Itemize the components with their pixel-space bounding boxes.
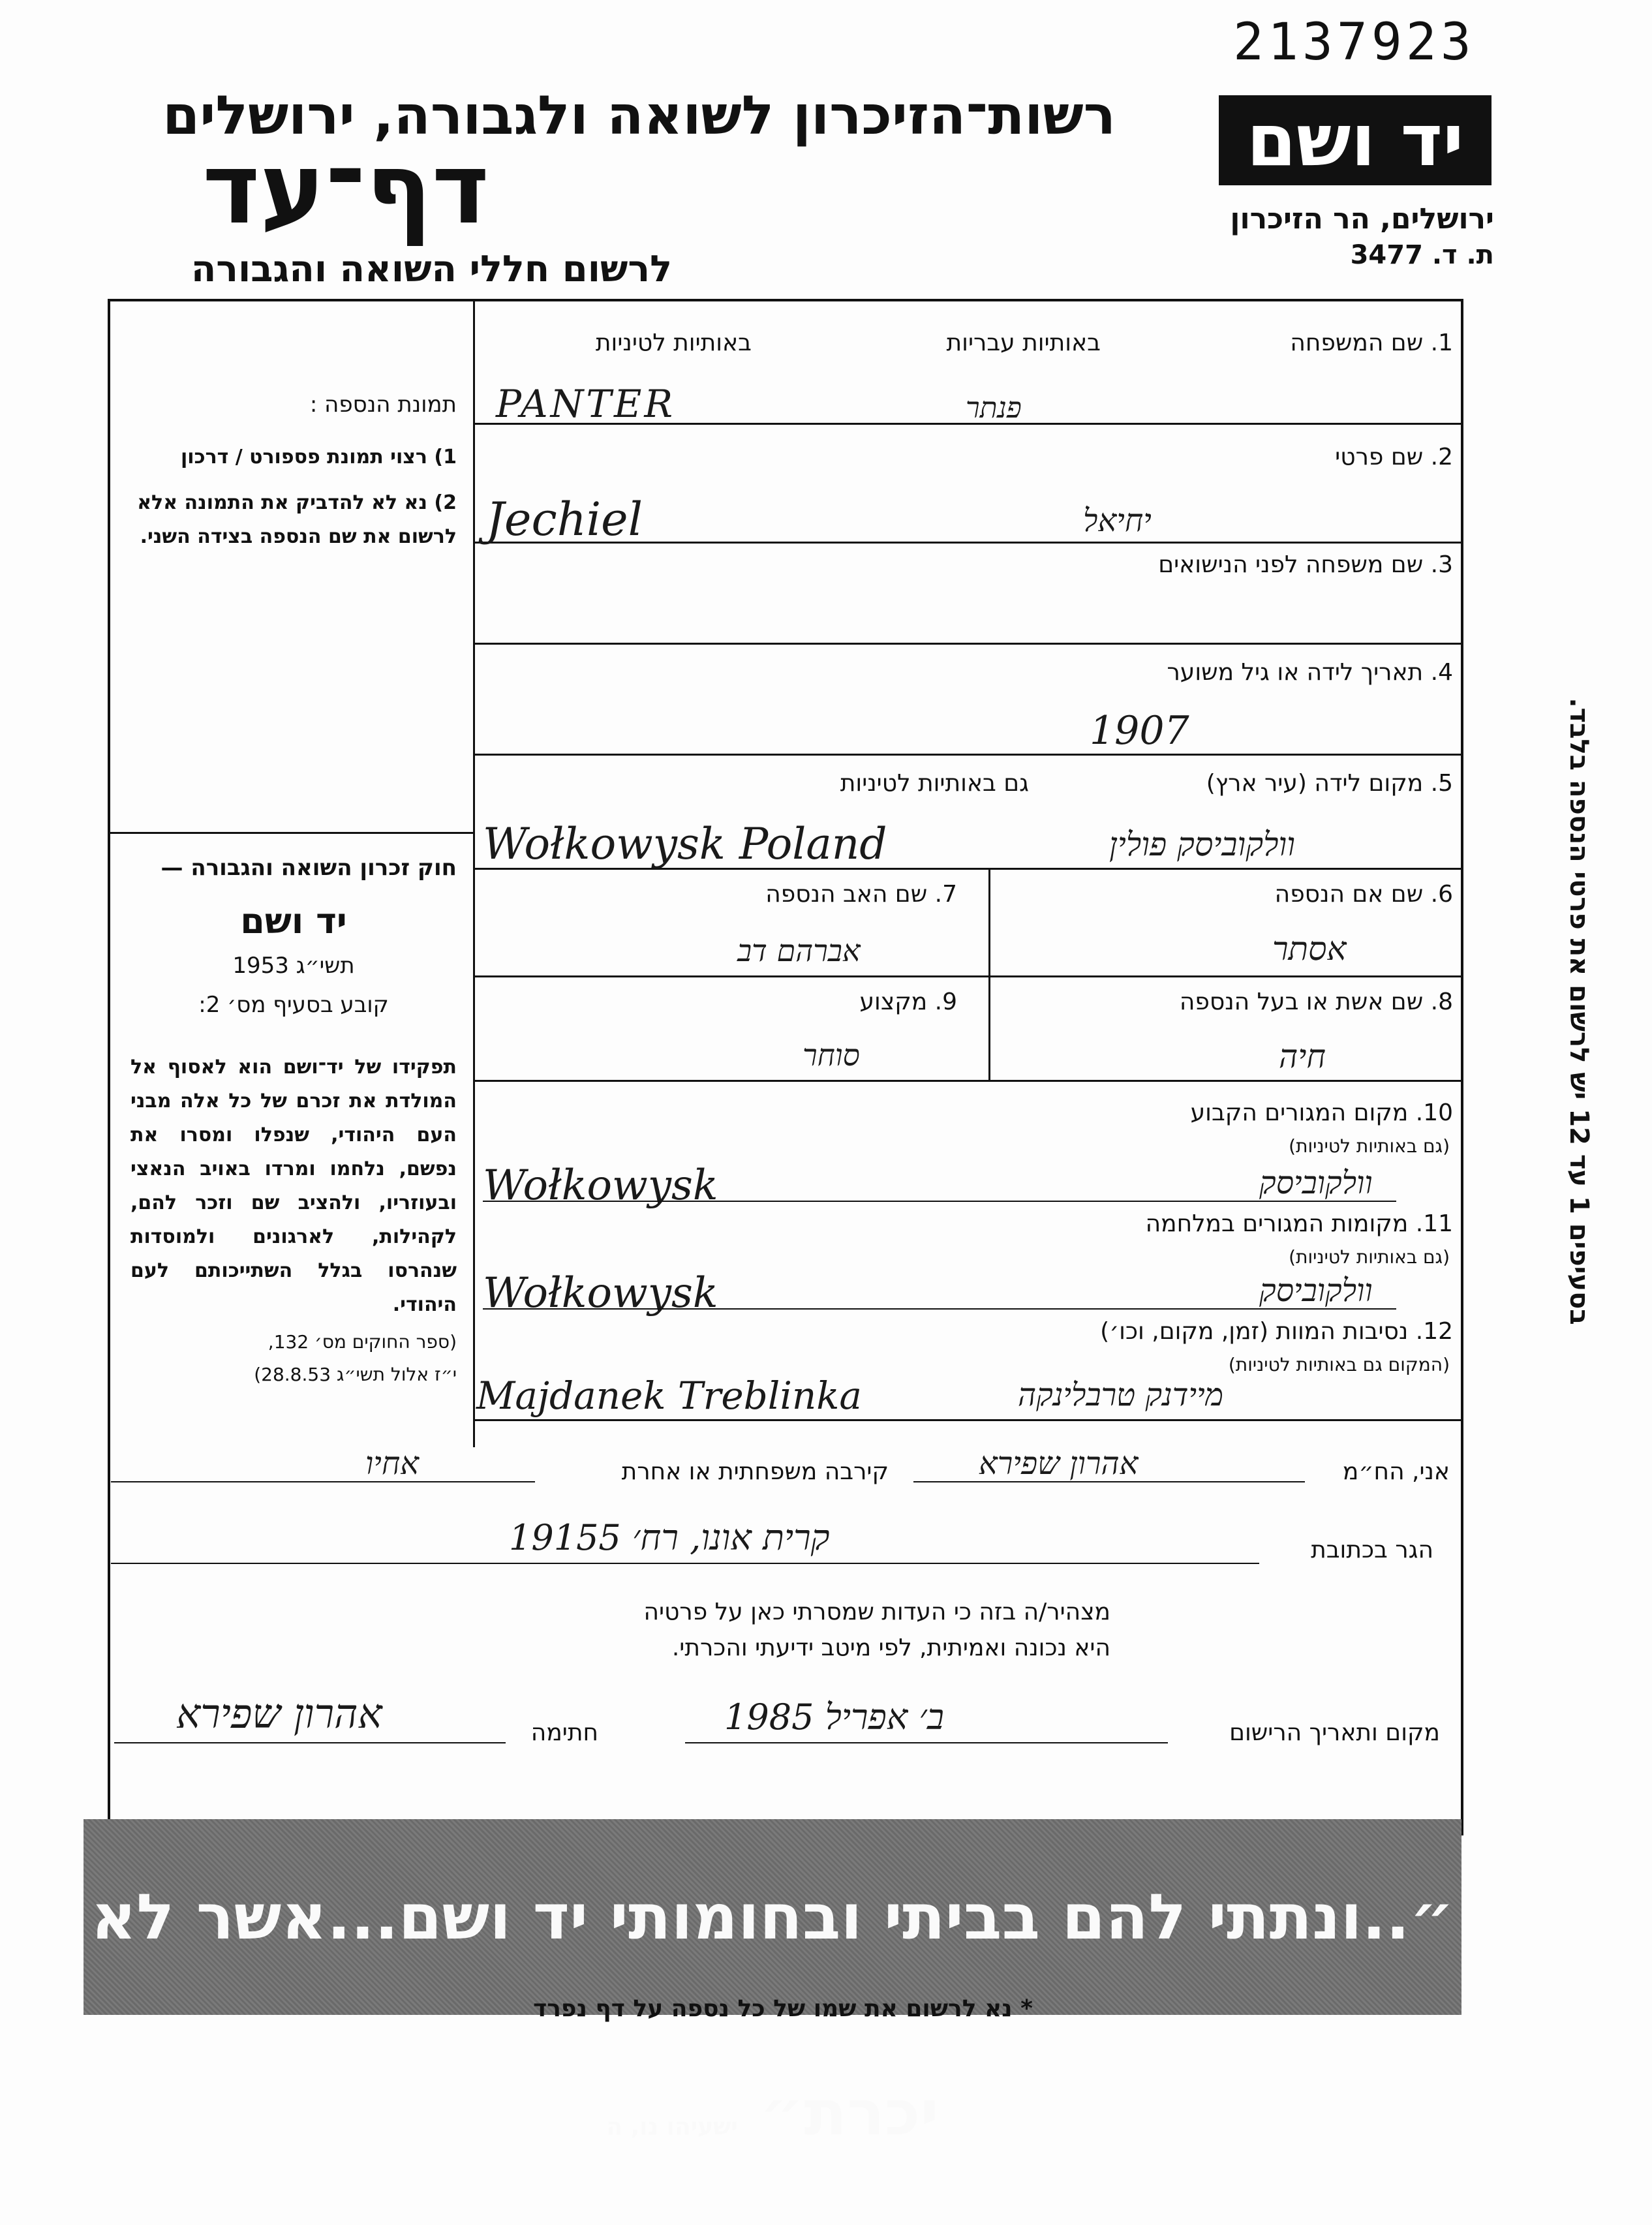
yad-vashem-logo: יד ושם: [1219, 95, 1491, 185]
footer-note: * נא לרשום את שמו של כל נספה על דף נפרד: [533, 1995, 1033, 2022]
row-line-7: [474, 1080, 1461, 1082]
place-date-label: מקום ותאריך הרישום: [1229, 1719, 1440, 1746]
law-year: תשי״ג 1953: [232, 953, 355, 979]
form-subtitle: לרשום חללי השואה והגבורה: [191, 248, 672, 290]
address-line-1: ירושלים, הר הזיכרון: [1230, 202, 1494, 236]
death-place-hebrew: מיידנק טרבלינקה: [1018, 1377, 1224, 1413]
field-5-label: 5. מקום לידה (עיר ארץ): [1206, 770, 1453, 797]
mother-name: אסתר: [1272, 930, 1347, 968]
relation-label: קירבה משפחתית או אחרת: [621, 1458, 889, 1485]
law-reference-1: (ספר החוקים מס׳ 132,: [268, 1331, 457, 1353]
signature-label: חתימה: [530, 1719, 598, 1746]
signature: אהרון שפירא: [176, 1690, 382, 1738]
banner-verse: ״..ונתתי להם בביתי ובחומותי יד ושם...אשר לא יכרת״: [91, 1880, 1454, 2149]
birthplace-hebrew: וולקוביסק פולין: [1109, 825, 1296, 863]
declarant-name: אהרון שפירא: [979, 1445, 1139, 1482]
law-reference-2: י״ז אלול תשי״ג 28.8.53): [254, 1364, 457, 1385]
field-6-label: 6. שם אם הנספה: [1274, 881, 1453, 908]
place-date-value: ב׳ אפריל 1985: [724, 1696, 944, 1738]
field-12-label: 12. נסיבות המוות (זמן, מקום, וכו׳): [1100, 1318, 1453, 1345]
statement-line-2: היא נכונה ואמיתית, לפי מיטב ידיעתי והכרתי.: [671, 1634, 1110, 1661]
declarant-label: אני, הח״מ: [1342, 1458, 1450, 1485]
surname-hebrew: פנתר: [966, 391, 1022, 425]
latin-letters-header: באותיות לטיניות: [595, 330, 752, 356]
photo-note-2: 2) נא לא להדביק את התמונה אלא לרשום את שם הנספה בצידה השני.: [137, 491, 457, 548]
spouse-name: חיה: [1279, 1037, 1326, 1075]
address-line: [111, 1563, 1259, 1564]
birth-year: 1907: [1090, 708, 1189, 754]
residence-hebrew: וולקוביסק: [1259, 1165, 1373, 1201]
law-text: תפקידו של יד־ושם הוא לאסוף אל המולדת את זכרם של כל אלה מבני העם היהודי, שנפלו ומסרו את נפשם, נלחמו ומרדו באויב הנאצי ובעוזריו, ולהציב שם וזכר להם, לקהילות, לארגונים ולמוסדות שנהרסו בגלל השתייכותם לעם היהודי.: [130, 1056, 457, 1316]
form-title: דף־עד: [202, 132, 489, 246]
side-note: [1566, 685, 1592, 1338]
field-2-label: 2. שם פרטי: [1335, 444, 1453, 470]
field-11-label: 11. מקומות המגורים במלחמה: [1145, 1210, 1453, 1237]
residence-latin: Wołkowysk: [483, 1161, 718, 1210]
wartime-residence-hebrew: וולקוביסק: [1259, 1272, 1373, 1309]
surname-latin: PANTER: [496, 382, 676, 426]
statement-line-1: מצהיר/ה בזה כי העדות שמסרתי כאן על פרטיה: [643, 1599, 1110, 1625]
side-note-text: בסעיפים 1 עד 12 יש לרשום את פרטי הנספה בלבד.: [1564, 698, 1594, 1325]
field-10-note: (גם באותיות לטיניות): [1289, 1135, 1450, 1157]
photo-title: תמונת הנספה :: [309, 391, 457, 418]
banner-source: ישעיהו נו, ה: [606, 2113, 739, 2140]
relation-line: [111, 1481, 535, 1482]
field-3-label: 3. שם משפחה לפני הנישואים: [1158, 551, 1453, 578]
field-10-label: 10. מקום המגורים הקבוע: [1190, 1099, 1453, 1126]
left-column-divider: [473, 299, 475, 1447]
death-place-latin: Majdanek Treblinka: [476, 1373, 862, 1418]
field-10-line: [483, 1201, 1396, 1202]
birthplace-latin: Wołkowysk Poland: [483, 819, 887, 869]
row-line-8: [474, 1419, 1461, 1421]
relation-value: אחיו: [365, 1445, 420, 1482]
left-column-separator: [108, 832, 474, 834]
address-label: הגר בכתובת: [1311, 1537, 1433, 1563]
field-8-label: 8. שם אשת או בעל הנספה: [1179, 989, 1453, 1015]
field-12-note: (המקום גם באותיות לטיניות): [1228, 1354, 1450, 1375]
authority-heading: רשות־הזיכרון לשואה ולגבורה, ירושלים: [162, 85, 1116, 147]
address-line-2: ת. ד. 3477: [1350, 240, 1494, 270]
declarant-address: קרית אונו, רח׳ 19155: [509, 1517, 830, 1558]
occupation: סוחר: [803, 1037, 860, 1073]
row-split-line: [988, 868, 990, 1080]
field-11-note: (גם באותיות לטיניות): [1289, 1246, 1450, 1268]
field-5-latin-note: גם באותיות לטיניות: [840, 770, 1029, 797]
verse-banner: [84, 1819, 1461, 2149]
law-name: יד ושם: [240, 900, 347, 942]
field-7-label: 7. שם האב הנספה: [765, 881, 957, 908]
law-title: חוק זכרון השואה והגבורה —: [161, 855, 457, 881]
first-name-hebrew: יחיאל: [1083, 502, 1152, 539]
signature-line: [114, 1742, 506, 1743]
place-date-line: [685, 1742, 1168, 1743]
row-line-6: [474, 975, 1461, 977]
sheet-number: 2137923: [1233, 13, 1475, 72]
law-clause: קובע בסעיף מס׳ 2:: [198, 992, 389, 1018]
father-name: אברהם דב: [737, 933, 861, 968]
field-4-label: 4. תאריך לידה או גיל משוער: [1167, 659, 1453, 686]
field-1-label: 1. שם המשפחה: [1290, 330, 1453, 356]
hebrew-letters-header: באותיות עבריות: [946, 330, 1101, 356]
field-9-label: 9. מקצוע: [859, 989, 957, 1015]
field-11-line: [483, 1308, 1396, 1310]
row-line-4: [474, 754, 1461, 756]
wartime-residence-latin: Wołkowysk: [483, 1269, 718, 1317]
photo-note-1: 1) רצוי תמונת פספורט / דרכון: [180, 446, 457, 468]
first-name-latin: Jechiel: [486, 493, 643, 546]
row-line-3: [474, 643, 1461, 645]
